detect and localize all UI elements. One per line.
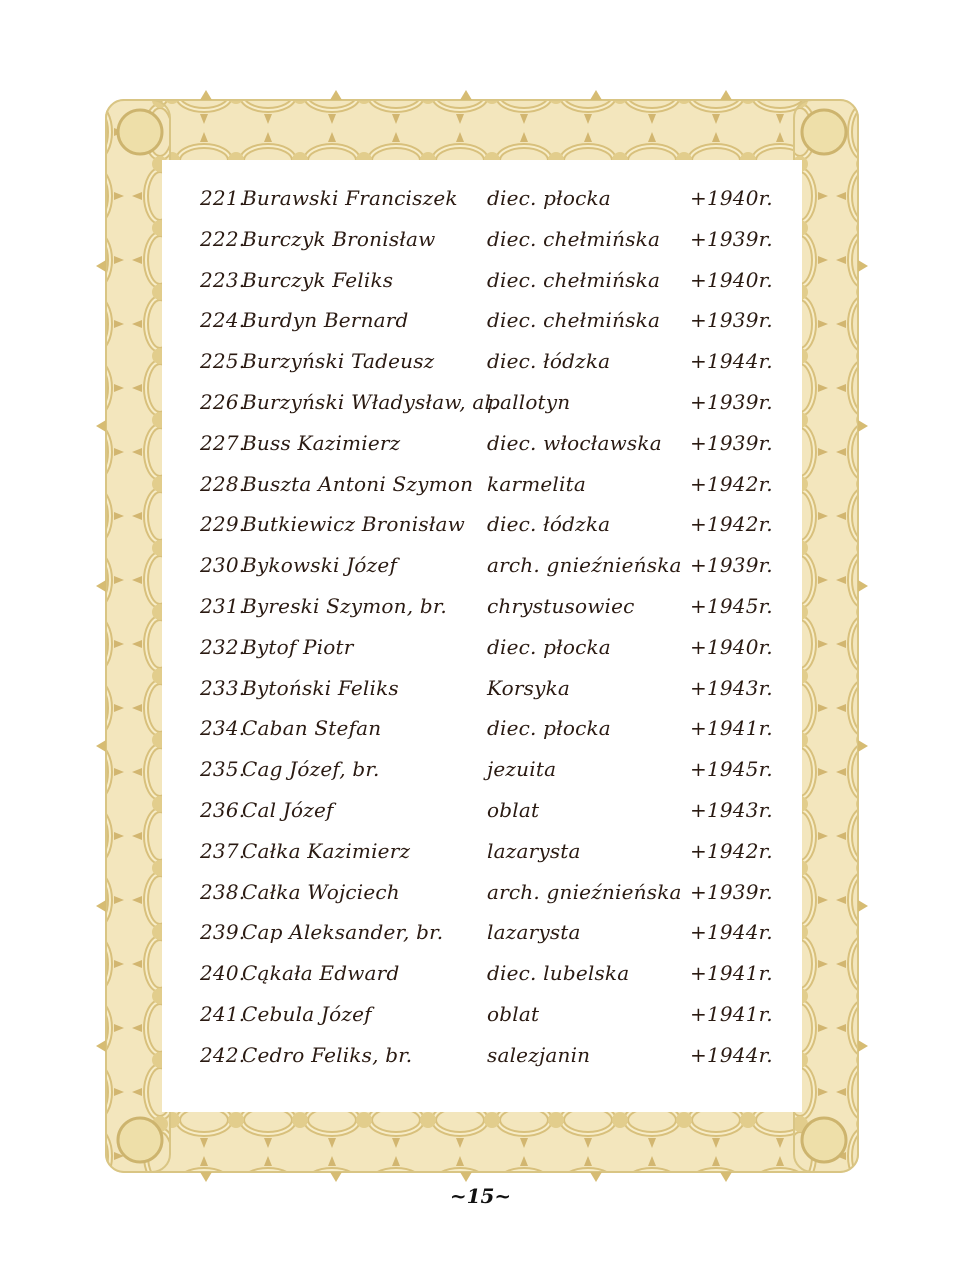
entry-diocese: diec. lubelska [487,961,630,986]
list-item [200,872,780,913]
entry-diocese: lazarysta [487,838,581,863]
entry-name: Bytof Piotr [242,634,354,659]
entry-diocese: jezuita [487,757,557,782]
entry-diocese: karmelita [487,471,586,496]
entry-diocese: diec. chełmińska [487,308,661,333]
entry-diocese: arch. gnieźnieńska [487,553,682,578]
entry-number: 241. [200,1001,246,1026]
entry-name: Caban Stefan [242,716,382,741]
entry-name: Cąkała Edward [242,961,400,986]
list-item [200,260,780,301]
entry-list [200,178,780,1076]
entry-diocese: diec. płocka [487,716,611,741]
entry-number: 232. [200,634,246,659]
entry-name: Bytoński Feliks [242,675,399,700]
entry-name: Całka Kazimierz [242,838,411,863]
entry-year: +1945r. [690,593,773,618]
entry-year: +1942r. [690,838,773,863]
entry-name: Cal Józef [242,797,334,822]
entry-year: +1941r. [690,961,773,986]
entry-diocese: diec. łódzka [487,512,611,537]
list-item [200,1035,780,1076]
entry-number: 235. [200,757,246,782]
list-item [200,627,780,668]
entry-name: Bykowski Józef [242,553,398,578]
list-item [200,708,780,749]
entry-number: 240. [200,961,246,986]
list-item [200,790,780,831]
entry-diocese: pallotyn [487,389,571,414]
list-item [200,464,780,505]
entry-diocese: diec. chełmińska [487,267,661,292]
entry-number: 224. [200,308,246,333]
list-item [200,219,780,260]
entry-number: 236. [200,797,246,822]
list-item [200,912,780,953]
entry-number: 221. [200,186,246,210]
entry-name: Buss Kazimierz [242,430,401,455]
list-item [200,341,780,382]
entry-diocese: chrystusowiec [487,593,635,618]
entry-name: Cag Józef, br. [242,757,380,782]
list-item [200,178,780,219]
entry-number: 231. [200,593,246,618]
list-item [200,300,780,341]
entry-year: +1945r. [690,757,773,782]
entry-diocese: salezjanin [487,1042,591,1067]
entry-year: +1941r. [690,1001,773,1026]
entry-number: 242. [200,1042,246,1067]
list-item [200,994,780,1035]
page-number: ~15~ [449,1184,512,1208]
entry-year: +1939r. [690,430,773,455]
entry-year: +1939r. [690,389,773,414]
list-item [200,382,780,423]
entry-name: Byreski Szymon, br. [242,593,447,618]
entry-name: Butkiewicz Bronisław [242,512,465,537]
entry-number: 239. [200,920,246,945]
list-item [200,831,780,872]
entry-year: +1941r. [690,716,773,741]
entry-number: 234. [200,716,246,741]
entry-year: +1939r. [690,879,773,904]
entry-number: 238. [200,879,246,904]
entry-number: 237. [200,838,246,863]
list-item [200,545,780,586]
entry-year: +1942r. [690,512,773,537]
entry-number: 223. [200,267,246,292]
entry-name: Cedro Feliks, br. [242,1042,413,1067]
list-item [200,668,780,709]
entry-name: Burawski Franciszek [242,186,458,210]
entry-number: 227. [200,430,246,455]
entry-year: +1944r. [690,1042,773,1067]
entry-year: +1943r. [690,675,773,700]
entry-diocese: diec. płocka [487,634,611,659]
list-item [200,953,780,994]
entry-year: +1944r. [690,349,773,374]
entry-year: +1940r. [690,634,773,659]
entry-diocese: Korsyka [487,675,571,700]
entry-year: +1939r. [690,226,773,251]
entry-diocese: arch. gnieźnieńska [487,879,682,904]
entry-number: 230. [200,553,246,578]
entry-number: 222. [200,226,246,251]
entry-year: +1939r. [690,553,773,578]
entry-diocese: oblat [487,1001,540,1026]
entry-name: Burczyk Bronisław [242,226,436,251]
entry-diocese: diec. płocka [487,186,611,210]
entry-year: +1943r. [690,797,773,822]
entry-year: +1942r. [690,471,773,496]
entry-diocese: diec. włocławska [487,430,662,455]
entry-name: Cebula Józef [242,1001,372,1026]
entry-name: Cap Aleksander, br. [242,920,444,945]
entry-name: Buszta Antoni Szymon [242,471,474,496]
list-item [200,504,780,545]
entry-diocese: lazarysta [487,920,581,945]
entry-diocese: oblat [487,797,540,822]
entry-name: Burdyn Bernard [242,308,409,333]
entry-diocese: diec. łódzka [487,349,611,374]
entry-name: Całka Wojciech [242,879,400,904]
entry-year: +1940r. [690,186,773,210]
list-item [200,423,780,464]
entry-number: 229. [200,512,246,537]
entry-number: 233. [200,675,246,700]
entry-number: 226. [200,389,246,414]
entry-year: +1939r. [690,308,773,333]
list-item [200,749,780,790]
entry-diocese: diec. chełmińska [487,226,661,251]
list-item [200,586,780,627]
entry-name: Burzyński Władysław, al. [242,389,498,414]
entry-number: 228. [200,471,246,496]
entry-year: +1940r. [690,267,773,292]
entry-name: Burczyk Feliks [242,267,394,292]
entry-name: Burzyński Tadeusz [242,349,435,374]
entry-number: 225. [200,349,246,374]
entry-year: +1944r. [690,920,773,945]
